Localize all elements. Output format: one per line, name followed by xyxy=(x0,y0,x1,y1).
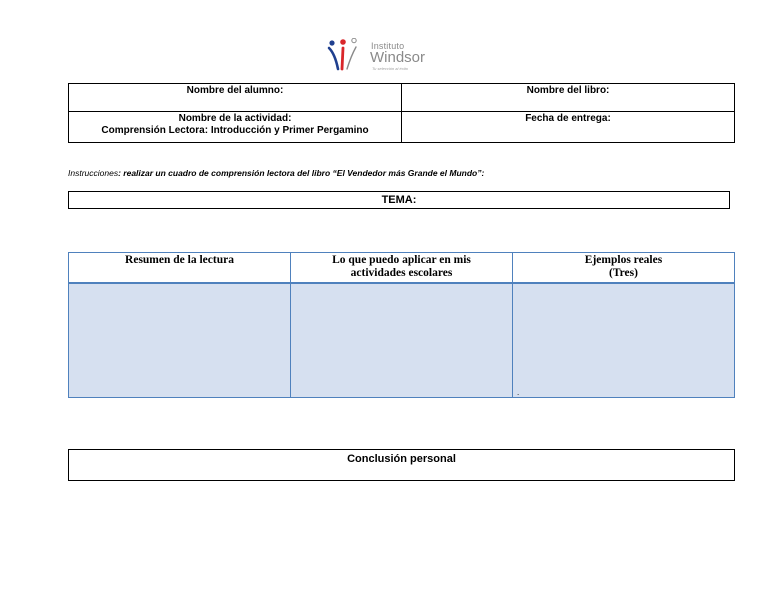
institute-logo xyxy=(326,38,438,74)
tema-label: TEMA: xyxy=(381,194,417,206)
header-examples xyxy=(513,253,735,284)
activity-cell[interactable] xyxy=(69,112,402,143)
table-row xyxy=(69,283,735,398)
logo-line-2: Windsor xyxy=(370,49,426,66)
logo-tagline: Tu selección al éxito xyxy=(372,66,408,71)
student-name-cell[interactable] xyxy=(69,84,402,112)
instructions xyxy=(68,168,484,178)
table-header-row xyxy=(69,253,735,284)
student-name-label: Nombre del alumno: xyxy=(186,85,284,96)
due-date-label: Fecha de entrega: xyxy=(525,113,611,124)
instructions-lead: Instrucciones xyxy=(68,168,119,178)
comprehension-table xyxy=(68,252,735,398)
student-info-table xyxy=(68,83,735,143)
instructions-text: : realizar un cuadro de comprensión lectora del libro “El Vendedor más Grande el Mundo”: xyxy=(118,168,485,178)
due-date-cell[interactable] xyxy=(402,112,735,143)
table-row xyxy=(69,112,735,143)
examples-cell[interactable]: . xyxy=(513,283,735,398)
header-summary-line1: Resumen de la lectura xyxy=(125,254,234,266)
activity-label: Nombre de la actividad: xyxy=(178,113,292,124)
apply-cell[interactable] xyxy=(291,283,513,398)
conclusion-box[interactable] xyxy=(68,449,735,481)
book-name-label: Nombre del libro: xyxy=(526,85,610,96)
header-apply-line2: actividades escolares xyxy=(350,267,453,279)
windsor-figures-icon xyxy=(326,38,370,74)
summary-cell[interactable] xyxy=(69,283,291,398)
table-row xyxy=(69,84,735,112)
tema-box[interactable] xyxy=(68,191,730,209)
logo-line-1: Instituto xyxy=(371,41,405,51)
header-examples-line2: (Tres) xyxy=(609,267,638,279)
book-name-cell[interactable] xyxy=(402,84,735,112)
header-summary xyxy=(69,253,291,284)
header-apply xyxy=(291,253,513,284)
header-apply-line1: Lo que puedo aplicar en mis xyxy=(332,254,471,266)
header-examples-line1: Ejemplos reales xyxy=(584,254,663,266)
activity-value: Comprensión Lectora: Introducción y Primer Pergamino xyxy=(101,125,369,136)
conclusion-label: Conclusión personal xyxy=(347,453,456,465)
